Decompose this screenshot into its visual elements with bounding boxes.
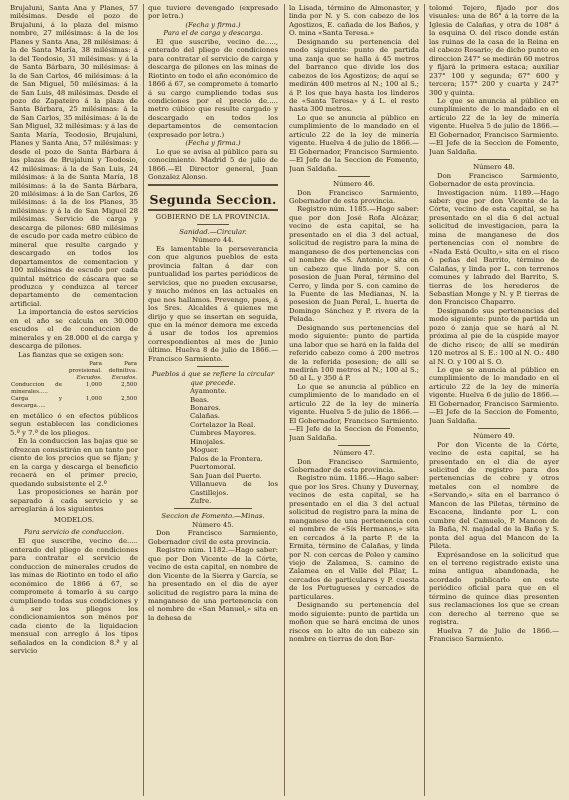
table-header: Para definitiva. <box>108 361 137 375</box>
paragraph: Las fianzas que se exigen son: <box>18 350 124 359</box>
table-cell: Carga y descarga..... <box>11 396 63 410</box>
notice-number: Número 44. <box>192 236 234 245</box>
divider <box>338 445 369 446</box>
paragraph: La importancia de estos servicios en el año se calcula en 30.000 escudos el de conduccion de minerales y en 28.000 el de carga y descarga de pilones. <box>10 308 138 351</box>
table-cell: 1,000 <box>85 382 102 389</box>
divider <box>197 224 228 225</box>
notice-number: Número 45. <box>192 520 234 529</box>
column-1 <box>10 4 138 796</box>
paragraph: Las proposiciones se harán por separado á cada servicio y se arreglarán á los siguientes <box>10 488 138 514</box>
paragraph: Brujaluni, Santa Ana y Planes, 57 milésimas. Desde el pozo de Brujaluni, á la plaza del mismo nombre, 27 milésimas: á la de los Planes y Santa Ana, 28 milésimas: á la de Santa María, 38 milésimas: á la del Teodosio, 31 milésimas: y á la de Santa Bárbara, 30 milésimas: á la de San Carlos, 46 milésimas: á la de San Miguel, 50 milésimas: á la de San Luis, 48 milésimas. Desde el pozo de Zapateiro á la plaza de Santa Bárbara, 25 milésimas: á la de San Carlos, 35 milésimas: á la de San Miguel, 32 milésimas: y á las de Santa María, Teodosio, Brujaluni, Planes y Santa Ana, 57 milésimas: y desde el pozo de Santa Bárbara á las plazas de Brujaluni y Teodosio, 42 milésimas: á la de San Luis, 24 milésimas: á la de Santa María, 18 milésimas: á la de Santa Bárbara, 20 milésimas: á la de San Carlos, 26 milésimas: á la de los Planes, 35 milésimas: y á la de San Miguel 28 milésimas. Servicio de carga y descarga de pilones: 680 milésimas de escudo por cada metro cúbico de mineral que resulte cargado y descargado en todos los departamentos de cementacion y 100 milésimas de escudo por cada quintal métrico de cáscara que se produzca y conduzca al tercer departamento de cementacion artificial. <box>10 4 138 308</box>
model-title: Para el de carga y descarga. <box>163 29 263 38</box>
list-item: Hinojales. <box>190 437 226 446</box>
paragraph: Designando su pertenencia del modo siguiente: punto de partida una zanja que se halla á 45 metros del barranco que divide los dos cabezos de los Agostizos; de aquí se medirán 400 metros al N.; 100 al S.; á P. los que haya hasta los linderos de «Santa Teresa» y á L. el resto hasta 300 metros. <box>289 37 419 114</box>
table-cell: 1,000 <box>85 396 102 403</box>
paragraph: Don Francisco Sarmiento, Gobernador de esta provincia. <box>289 188 419 205</box>
list-heading: Pueblos á que se refiere la circular que precede. <box>151 370 275 387</box>
list-item: Puertomoral. <box>190 463 236 472</box>
notice-number: Número 46. <box>333 180 375 189</box>
paragraph: El que suscribe, vecino de....., enterado del pliego de condiciones para contratar el servicio de carga y descarga de pilones en las minas de Riotinto en todo el año económico de 1866 á 67, se compromete á tomarlo á su cargo cumpliendo todas sus condiciones por el precio de..... metro cúbico que resulte cargado y descargado en todos los departamentos de cementacion (expresado por letra.) <box>148 37 278 139</box>
list-item: Ayamonte. <box>190 387 227 396</box>
paragraph: Designando sus pertenencias del modo siguiente: punto de partida una labor que se hará en la falda del referido cabezo como á 200 metros de la referida posesion; de allí se medirán 100 metros al N.; 100 al S.; 50 al L. y 350 á P. <box>289 323 419 383</box>
list-item: San Juan del Puerto. <box>190 471 262 480</box>
paragraph: Lo que se anuncia al público en cumplimiento de lo mandado en el artículo 22 de la ley de minería vigente. Huelva 4 de julio de 1866.—El Gobernador, Francisco Sarmiento.—El Jefe de la Seccion de Fomento, Juan Saldaña. <box>289 113 419 173</box>
date-signature: (Fecha y firma.) <box>185 139 241 148</box>
paragraph: la Lisada, término de Almonaster, y linda por N. y S. con cabezo de los Agostizos, E. cañada de los Baños, y O. mina «Santa Teresa.» <box>289 4 419 38</box>
paragraph: en metálico ó en efectos públicos segun establecen las condiciones 5.ª y 7.ª de los pliegos. <box>10 412 138 437</box>
list-item: Moguer. <box>190 446 219 455</box>
column-3 <box>289 4 419 796</box>
paragraph: Don Francisco Sarmiento, Gobernador civil de esta provincia. <box>148 529 278 546</box>
list-item: Cumbres Mayores. <box>190 429 257 438</box>
list-item: Calañas. <box>190 412 220 421</box>
divider <box>174 508 252 509</box>
notice-category: Sanidad.—Circular. <box>179 227 247 236</box>
divider <box>478 428 509 429</box>
list-item: Bonares. <box>190 404 221 413</box>
list-item: Beas. <box>190 395 209 404</box>
table-subheader: Escudos. <box>76 375 102 382</box>
paragraph: Investigacion núm. 1189.—Hago saber: que por don Vicente de la Córte, vecino de esta capital, se ha presentado en el dia 6 del actual solicitud de investigacion, para la mina de manganeso de dos pertenencias con el nombre de «Nada Está Oculto,» sita en el risco ó peñas del Barrito, término de Calañas, y linda por L. con terrenos comunes y labrado del Barrito, S. tierras de los herederos de Sebastian Monge y N. y P. tierras de don Francisco Chaparro. <box>429 188 559 307</box>
paragraph: El que suscribe, vecino de..... enterado del pliego de condiciones para contratar el servicio de conduccion de minerales crudos de las minas de Riotinto en todo el año económico de 1866 á 67, se compromete á tomarlo á su cargo cumpliendo todas sus condiciones y á ser los pliegos los condicionamientos son ménos por cada ciento de la liquidacion mensual con arreglo á los tipos señalados en la condicion 8.ª y al servicio <box>10 537 138 656</box>
table-subheader: Escudos. <box>111 375 137 382</box>
notice-number: Número 47. <box>333 449 375 458</box>
paragraph: Huelva 7 de Julio de 1866.—Francisco Sarmiento. <box>429 626 559 644</box>
column-4 <box>429 4 559 796</box>
paragraph: Designando sus pertenencias del modo siguiente: punto de partida un pozo ó zanja que se hará al N. próxima al pie de la cúspide mayor de dicho risco; de allí se medirán 120 metros al S. E.: 100 al N. O.: 480 al N. O. y 100 al S. O. <box>429 306 559 366</box>
paragraph: Registro núm. 1185.—Hago saber: que por don José Rofa Alcázar, vecino de esta capital, se ha presentado en el dia 3 del actual, solicitud de registro para la mina de manganeso de dos pertenencias con el nombre de «S. Antonio,» sita en un cabezo que linda por S. con posesion de Juan Peral, término del Cerro, y linda por S. con camino de la Fuente de las Medianas, N. la posesion de Juan Peral, L. huerta de Domingo Sánchez y P. rivera de la Pelada. <box>289 205 419 324</box>
column-rule <box>424 4 425 796</box>
section-divider <box>148 209 278 211</box>
table-row <box>10 396 138 410</box>
column-rule <box>143 4 144 796</box>
paragraph: En la conduccion las bajas que se ofrezcan consistirán en un tanto por ciento de los precios que se fijan; y en la carga y descarga el beneficio recaerá en el primer precio, quedando subsistente el 2.º <box>10 437 138 488</box>
paragraph: Lo que se anuncia al público en cumplimiento de lo mandado en el artículo 22 de la ley de minería vigente. Huelva 5 de julio de 1866.—El Gobernador, Francisco Sarmiento.—El Jefe de la Seccion de Fomento, Juan Saldaña. <box>429 96 559 156</box>
divider <box>478 159 509 160</box>
notice-number: Número 49. <box>473 432 515 441</box>
bond-table <box>10 361 138 410</box>
model-title: Para servicio de conduccion. <box>23 527 125 536</box>
paragraph: Lo que se anuncia al público en cumplimiento de lo mandado en el artículo 22 de la ley de minería vigente. Huelva 5 de julio de 1866.—El Gobernador, Francisco Sarmiento.—El Jefe de la Seccion de Fomento, Juan Saldaña. <box>289 382 419 442</box>
models-heading: MODELOS. <box>53 516 95 525</box>
paragraph: Exprésandose en la solicitud que en el terreno registrado existe una mina antigua abandonada, he acordado publicarlo en este periódico oficial para que en el término de quince dias presenten sus reclamaciones los que se crean con derecho al terreno que se registra. <box>429 550 559 627</box>
paragraph: Por don Vicente de la Córte, vecino de esta capital, se ha presentado en el dia de ayer solicitud de registro para dos pertenencias de cobre y otros metales con el nombre de «Servando,» sita en el barranco ó Mancon de las Piletas, término de Escacena, lindante por L. con cumbre del Camuelo, P. Mancon de la Baña, N. majadal de la Baña y S. ponta del agua del Mancon de la Pileta. <box>429 440 559 551</box>
notice-category: Seccion de Fomento.—Minas. <box>161 512 265 521</box>
list-item: Palos de la Frontera. <box>190 454 263 463</box>
paragraph: Registro núm. 1186.—Hago saber: que por los Sres. Chuny y Duvernay, vecinos de esta capital, se ha presentado en el dia 3 del actual solicitud de registro para la mina de manganeso de una pertenencia con el nombre de «Sís Hermanos,» sita en cercados á la parte P. de la Ermita, término de Calañas, y linda por N. con cercas de Poleo y camino viejo de Zalamea, S. camino de Zalamea en el Valle del Pilar, L. cercados de particulares y P. cuesta de los Portugueses y cercados de particulares. <box>289 474 419 601</box>
paragraph: Registro núm. 1182.—Hago saber: que por Don Vicente de la Córte, vecino de esta capital, en nombre de don Vicente de la Sierra y García, se ha presentado en el dia de ayer solicitud de registro para la mina de manganeso de una pertenencia con el nombre de «San Manuel,» sita en la dehesa de <box>148 546 278 622</box>
date-signature: (Fecha y firma.) <box>185 20 241 29</box>
paragraph: tolomé Tejero, fijado por dos visuales: una de 86° á la torre de la Iglesia de Calañas, y otra de 108° á la esquina O. del risco donde están las ruinas de la casa de la Reina en el cabezo Rosario; de dicho punto en direccion 247° se medirán 60 metros y fijará la primera estaca; auxiliar 237° 100 y segunda; 67° 600 y tercera; 157° 200 y cuarta y 247° 300 y quinta. <box>429 4 559 97</box>
paragraph: Don Francisco Sarmiento, Gobernador de esta provincia. <box>429 171 559 189</box>
section-subtitle: GOBIERNO DE LA PROVINCIA. <box>155 212 271 221</box>
notice-number: Número 48. <box>473 163 515 172</box>
paragraph: Lo que se anuncia al público en cumplimiento de lo mandado en el artículo 22 de la ley de minería vigente. Huelva 6 de julio de 1866.—El Gobernador, Francisco Sarmiento.—El Jefe de la Seccion de Fomento, Juan Saldaña. <box>429 366 559 425</box>
table-cell: 2,500 <box>120 396 137 403</box>
paragraph: Don Francisco Sarmiento, Gobernador de esta provincia. <box>289 457 419 475</box>
divider <box>197 366 228 367</box>
table-row <box>10 382 138 396</box>
section-divider <box>148 184 278 186</box>
paragraph: que tuviere devengado (expresado por letra.) <box>148 4 278 21</box>
list-item: Cortelazor la Real. <box>190 420 256 429</box>
table-header: Para provisional. <box>68 361 102 375</box>
paragraph: Lo que se avisa al público para su conocimiento. Madrid 5 de julio de 1866.—El Director general, Juan Gonzalez Alonso. <box>148 147 278 182</box>
divider <box>338 176 369 177</box>
list-item: Zufre. <box>190 497 212 506</box>
list-item: Villanueva de los Castillejos. <box>190 480 278 497</box>
column-2 <box>148 4 278 796</box>
table-cell: 2,500 <box>120 382 137 389</box>
section-title: Segunda Seccion. <box>149 191 277 207</box>
towns-list <box>148 387 278 505</box>
paragraph: Es lamentable la perseverancia con que algunos pueblos de esta provincia faltan á dar con puntualidad los partes periódicos de servicios, que no pueden excusarse, y mucho ménos en las actuales en que nos hallamos. Prevengo, pues, á los Sres. Alcaldes á quienes me dirijo y que se insertan en seguida, que en la ménor demora me exceda á usar de todos los apremios correspondientes al mes de Junio último. Huelva 8 de julio de 1866.—Francisco Sarmiento. <box>148 244 278 363</box>
table-cell: Conduccion de minerales..... <box>11 382 63 396</box>
column-rule <box>284 4 285 796</box>
paragraph: Designando su pertenencia del modo siguiente: punto de partida un moñon que se hará encima de unos riscos en lo alto de un cabezo sin nombre en tierras de don Bar- <box>289 601 419 644</box>
